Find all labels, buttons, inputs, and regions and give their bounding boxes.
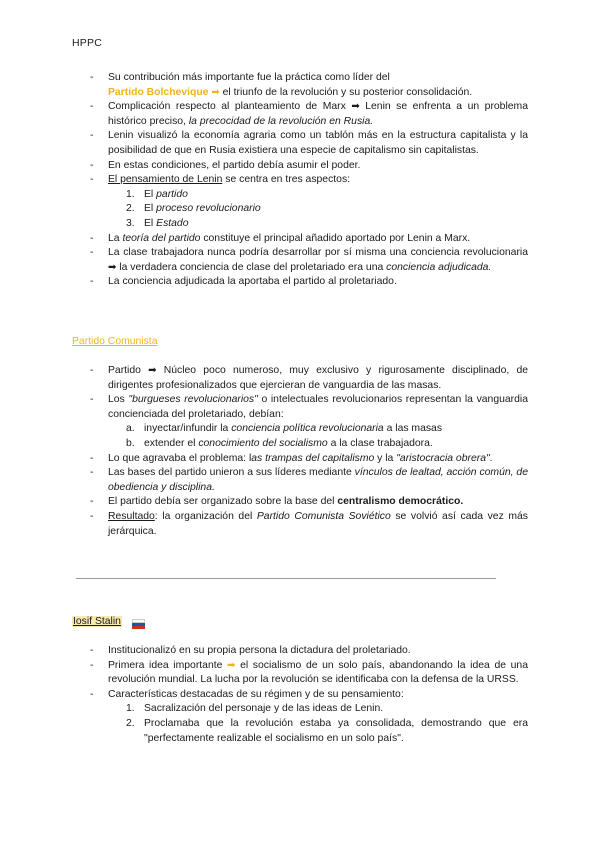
partido-list-continued xyxy=(0,452,600,540)
list-item: 3. El Estado xyxy=(126,217,189,229)
page-header: HPPC xyxy=(72,37,102,49)
list-item: - Las bases del partido unieron a sus líderes mediante vínculos de lealtad, acción común, de obediencia y disciplina. xyxy=(0,466,600,495)
arrow-icon: ➡ xyxy=(148,365,157,376)
list-item: - La conciencia adjudicada la aportaba el partido al proletariado. xyxy=(0,275,600,290)
list-item: - Institucionalizó en su propia persona la dictadura del proletariado. xyxy=(0,644,600,659)
list-item: - Complicación respecto al planteamiento de Marx ➡ Lenin se enfrenta a un problema histórico preciso, la precocidad de la revolución en Rusia. xyxy=(0,100,600,129)
arrow-icon: ➡ xyxy=(108,261,117,273)
list-item: b. extender el conocimiento del socialismo a la clase trabajadora. xyxy=(126,437,433,449)
list-item: a. inyectar/infundir la conciencia política revolucionaria a las masas xyxy=(126,423,443,435)
section-stalin xyxy=(0,644,600,746)
list-item: 2. El proceso revolucionario xyxy=(126,203,261,215)
stalin-sub-list xyxy=(0,702,600,746)
list-item: - Lo que agravaba el problema: las trampas del capitalismo y la "aristocracia obrera". xyxy=(0,452,600,467)
list-item: - Características destacadas de su régimen y de su pensamiento: xyxy=(0,688,600,703)
partido-bolchevique-highlight: Partido Bolchevique xyxy=(108,86,209,98)
section-title-iosif-stalin: Iosif Stalin xyxy=(73,616,121,627)
section-title-partido-comunista: Partido Comunista xyxy=(72,336,158,347)
list-item: - Lenin visualizó la economía agraria como un tablón más en la estructura capitalista y la posibilidad de que en Rusia existiera una especie de capitalismo sin capitalistas. xyxy=(0,129,600,158)
list-item: - En estas condiciones, el partido debía asumir el poder. xyxy=(0,159,600,174)
arrow-icon: ➡ xyxy=(351,101,360,113)
list-item: - Partido ➡ Núcleo poco numeroso, muy exclusivo y rigurosamente disciplinado, de dirigentes profesionalizados que ejercieran de vanguardia de las masas. xyxy=(0,364,600,393)
list-item: - La teoría del partido constituye el principal añadido aportado por Lenin a Marx. xyxy=(0,232,600,247)
arrow-icon: ➡ xyxy=(211,86,220,98)
lenin-list-continued xyxy=(0,232,600,290)
list-item: - El partido debía ser organizado sobre la base del centralismo democrático. xyxy=(0,495,600,510)
section-partido-comunista xyxy=(0,364,600,539)
russia-flag-icon xyxy=(132,619,145,628)
list-item: - El pensamiento de Lenin se centra en tres aspectos: xyxy=(0,173,600,188)
list-item: 1. El partido xyxy=(126,188,188,200)
list-item: - Los "burgueses revolucionarios" o intelectuales revolucionarios representan la vanguardia concienciada del proletariado, debían: xyxy=(0,393,600,422)
lenin-aspects-list xyxy=(0,188,600,232)
list-item: - Su contribución más importante fue la práctica como líder del Partido Bolchevique ➡ el triunfo de la revolución y su posterior consolidación. xyxy=(0,71,600,100)
partido-sub-list xyxy=(0,422,600,451)
partido-list xyxy=(0,364,600,422)
list-item: - Resultado: la organización del Partido Comunista Soviético se volvió así cada vez más jerárquica. xyxy=(0,510,600,539)
stalin-list xyxy=(0,644,600,702)
section-lenin xyxy=(0,71,600,290)
list-item: 1. Sacralización del personaje y de las ideas de Lenin. xyxy=(126,703,384,715)
list-item: - La clase trabajadora nunca podría desarrollar por sí misma una conciencia revolucionaria ➡ la verdadera conciencia de clase del proletariado era una conciencia adjudicada. xyxy=(0,246,600,275)
arrow-icon: ➡ xyxy=(227,659,236,671)
list-item: 2. Proclamaba que la revolución estaba ya consolidada, demostrando que era "perfectamente realizable el socialismo en un solo país". xyxy=(126,717,528,744)
list-item: - Primera idea importante ➡ el socialismo de un solo país, abandonando la idea de una revolución mundial. La lucha por la revolución se identificaba con la defensa de la URSS. xyxy=(0,659,600,688)
lenin-list xyxy=(0,71,600,188)
section-divider xyxy=(76,578,496,579)
